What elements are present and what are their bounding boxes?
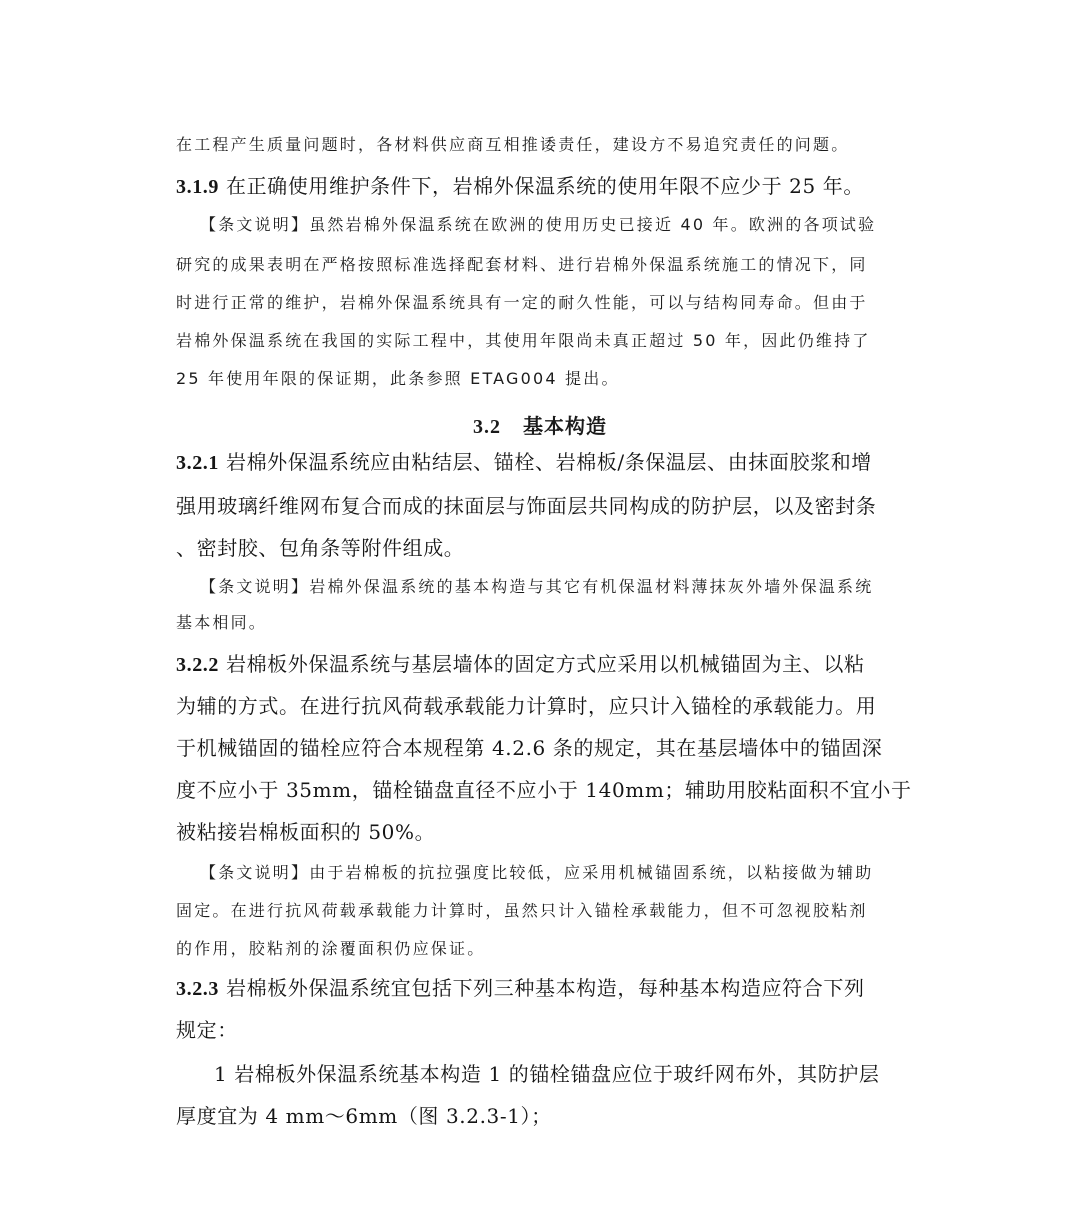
clause-number: 3.2.1 <box>176 452 219 474</box>
clause-text: 在正确使用维护条件下，岩棉外保温系统的使用年限不应少于 25 年。 <box>225 174 864 198</box>
clause-3-1-9 <box>176 170 864 199</box>
clause-number: 3.2.3 <box>176 978 219 1000</box>
clause-3-2-1 <box>176 446 872 475</box>
clause-3-2-3 <box>176 972 865 1001</box>
explanation-note-line: 【条文说明】虽然岩棉外保温系统在欧洲的使用历史已接近 40 年。欧洲的各项试验 <box>200 215 877 234</box>
section-number: 3.2 <box>473 416 501 438</box>
explanation-note-line: 基本相同。 <box>176 613 268 632</box>
explanation-note-line: 的作用，胶粘剂的涂覆面积仍应保证。 <box>176 939 486 958</box>
clause-text: 岩棉板外保温系统与基层墙体的固定方式应采用以机械锚固为主、以粘 <box>225 652 865 676</box>
explanation-note-line: 25 年使用年限的保证期，此条参照 ETAG004 提出。 <box>176 369 620 388</box>
explanation-note-line: 【条文说明】岩棉外保温系统的基本构造与其它有机保温材料薄抹灰外墙外保温系统 <box>200 577 874 596</box>
clause-text: 岩棉板外保温系统宜包括下列三种基本构造，每种基本构造应符合下列 <box>225 976 865 1000</box>
explanation-note-line: 固定。在进行抗风荷载承载能力计算时，虽然只计入锚栓承载能力，但不可忽视胶粘剂 <box>176 901 868 920</box>
clause-text-line: 被粘接岩棉板面积的 50%。 <box>176 820 436 844</box>
continued-note-line: 在工程产生质量问题时，各材料供应商互相推诿责任，建设方不易追究责任的问题。 <box>176 135 850 154</box>
clause-text-line: 为辅的方式。在进行抗风荷载承载能力计算时，应只计入锚栓的承载能力。用 <box>176 694 877 718</box>
clause-number: 3.2.2 <box>176 654 219 676</box>
clause-text-line: 规定： <box>176 1018 238 1042</box>
explanation-note-line: 岩棉外保温系统在我国的实际工程中，其使用年限尚未真正超过 50 年，因此仍维持了 <box>176 331 871 350</box>
list-item-line: 1 岩棉板外保温系统基本构造 1 的锚栓锚盘应位于玻纤网布外，其防护层 <box>214 1062 880 1086</box>
clause-text-line: 强用玻璃纤维网布复合而成的抹面层与饰面层共同构成的防护层，以及密封条 <box>176 494 877 518</box>
clause-number: 3.1.9 <box>176 176 219 198</box>
clause-text-line: 于机械锚固的锚栓应符合本规程第 4.2.6 条的规定，其在基层墙体中的锚固深 <box>176 736 883 760</box>
section-heading <box>0 410 1080 439</box>
clause-text-line: 度不应小于 35mm，锚栓锚盘直径不应小于 140mm；辅助用胶粘面积不宜小于 <box>176 778 912 802</box>
list-item-line: 厚度宜为 4 mm～6mm（图 3.2.3-1）； <box>176 1104 552 1128</box>
explanation-note-line: 【条文说明】由于岩棉板的抗拉强度比较低，应采用机械锚固系统，以粘接做为辅助 <box>200 863 874 882</box>
explanation-note-line: 时进行正常的维护，岩棉外保温系统具有一定的耐久性能，可以与结构同寿命。但由于 <box>176 293 868 312</box>
clause-text: 岩棉外保温系统应由粘结层、锚栓、岩棉板/条保温层、由抹面胶浆和增 <box>225 450 872 474</box>
section-title: 基本构造 <box>523 414 607 438</box>
clause-text-line: 、密封胶、包角条等附件组成。 <box>176 536 465 560</box>
clause-3-2-2 <box>176 648 865 677</box>
explanation-note-line: 研究的成果表明在严格按照标准选择配套材料、进行岩棉外保温系统施工的情况下，同 <box>176 255 868 274</box>
